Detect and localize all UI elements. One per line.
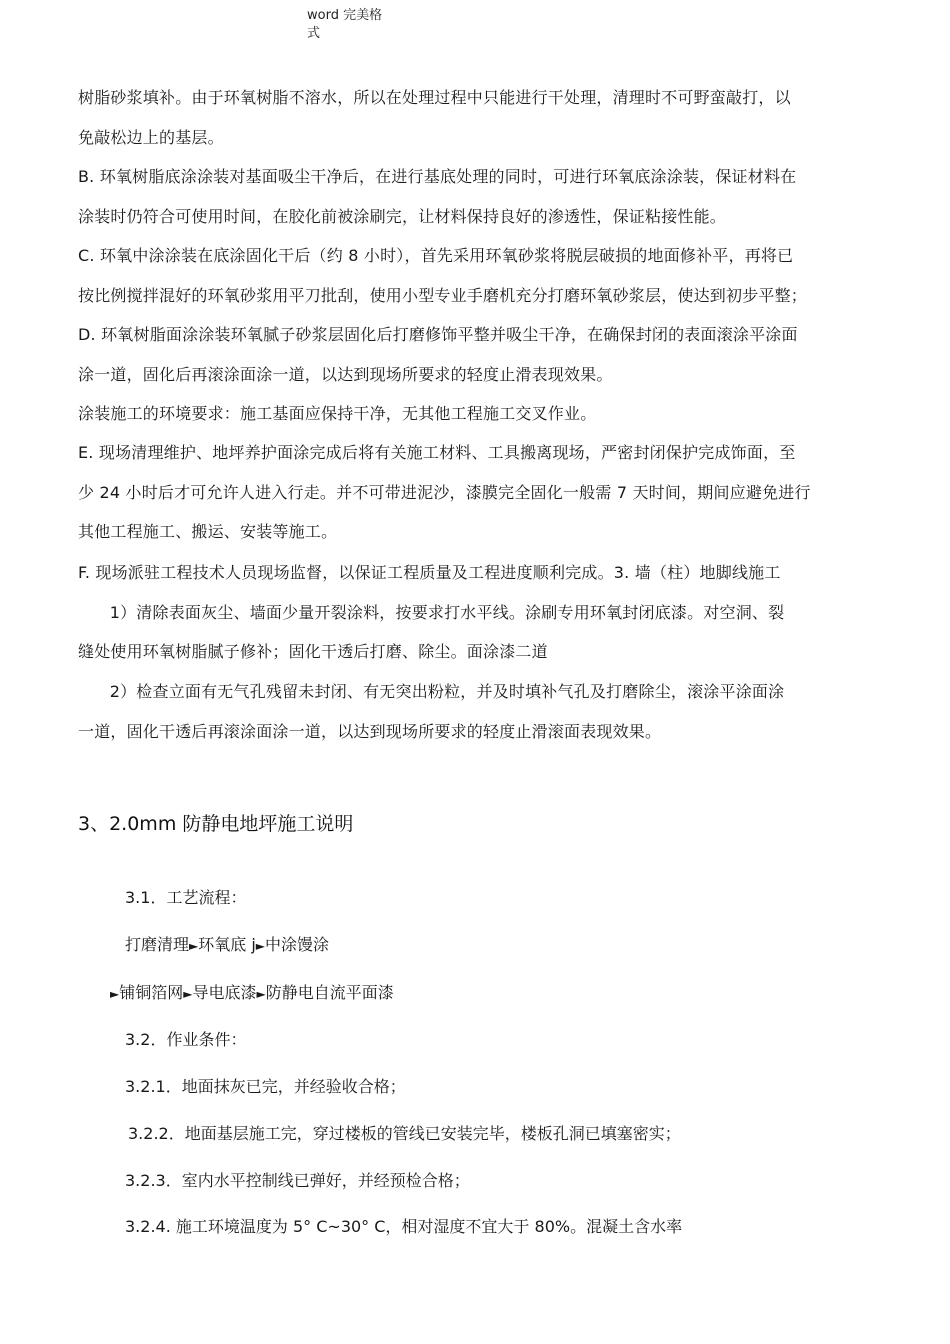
condition-item: 3.2.3．室内水平控制线已弹好，并经预检合格； (125, 1171, 470, 1190)
arrow-right-icon: ► (255, 939, 266, 953)
arrow-right-icon: ► (256, 987, 266, 1001)
flow-step: 打磨清理 (125, 935, 190, 954)
paragraph-f-supervision (78, 553, 890, 672)
text-line: 1）清除表面灰尘、墙面少量开裂涂料，按要求打水平线。涂刷专用环氧封闭底漆。对空洞、裂 (78, 602, 785, 622)
text-line: D. 环氧树脂面涂涂装环氧腻子砂浆层固化后打磨修饰平整并吸尘干净，在确保封闭的表面滚涂平涂面 (78, 325, 798, 344)
text-line: 少 24 小时后才可允许人进入行走。并不可带进泥沙，漆膜完全固化一般需 7 天时间，期间应避免进行 (78, 482, 811, 502)
condition-item: 3.2.2．地面基层施工完，穿过楼板的管线已安装完毕，楼板孔洞已填塞密实； (128, 1124, 681, 1143)
paragraph-d-topcoat (78, 315, 890, 394)
text-line: 按比例搅拌混好的环氧砂浆用平刀批刮，使用小型专业手磨机充分打磨环氧砂浆层，使达到初步平整； (78, 285, 808, 305)
paragraph-resin-mortar (78, 78, 890, 157)
flow-line-1 (125, 933, 329, 958)
conditions-title: 3.2．作业条件： (125, 1030, 247, 1049)
flow-step: 铺铜箔网 (119, 983, 184, 1002)
page-header (307, 7, 397, 43)
text-line: 涂一道，固化后再滚涂面涂一道，以达到现场所要求的轻度止滑表现效果。 (78, 364, 613, 384)
arrow-right-icon: ► (110, 987, 120, 1001)
text-line: E. 现场清理维护、地坪养护面涂完成后将有关施工材料、工具搬离现场，严密封闭保护完成饰面，至 (78, 443, 796, 462)
paragraph-b-primer (78, 157, 890, 236)
flow-step: 导电底漆 (192, 983, 257, 1002)
arrow-right-icon: ► (183, 987, 193, 1001)
section-heading: 3、2.0mm 防静电地坪施工说明 (78, 813, 354, 835)
header-line-1: word 完美格 (307, 8, 383, 23)
paragraph-e-maintenance (78, 433, 890, 552)
paragraph-c-midcoat (78, 236, 890, 315)
text-line: 涂装施工的环境要求：施工基面应保持干净，无其他工程施工交叉作业。 (78, 404, 597, 423)
text-line: 涂装时仍符合可使用时间，在胶化前被涂刷完，让材料保持良好的渗透性，保证粘接性能。 (78, 206, 727, 226)
flow-step: 防静电自流平面漆 (265, 983, 394, 1002)
flow-step: 环氧底 j (198, 935, 256, 954)
text-line: 2）检查立面有无气孔残留未封闭、有无突出粉粒，并及时填补气孔及打磨除尘，滚涂平涂面涂 (78, 682, 785, 701)
text-line: 一道，固化干透后再滚涂面涂一道，以达到现场所要求的轻度止滑滚面表现效果。 (78, 721, 662, 741)
header-line-2: 式 (307, 26, 321, 41)
text-line: 其他工程施工、搬运、安装等施工。 (78, 522, 338, 541)
paragraph-environment (78, 394, 890, 434)
text-line: B. 环氧树脂底涂涂装对基面吸尘干净后，在进行基底处理的同时，可进行环氧底涂涂装，保证材料在 (78, 167, 797, 186)
text-line: F. 现场派驻工程技术人员现场监督，以保证工程质量及工程进度顺利完成。3. 墙（柱）地脚线施工 (78, 563, 781, 582)
condition-item: 3.2.1．地面抹灰已完，并经验收合格； (125, 1077, 406, 1096)
text-line: C. 环氧中涂涂装在底涂固化干后（约 8 小时），首先采用环氧砂浆将脱层破损的地面修补平，再将已 (78, 246, 794, 265)
text-line: 树脂砂浆填补。由于环氧树脂不溶水，所以在处理过程中只能进行干处理，清理时不可野蛮敲打，以 (78, 88, 791, 107)
flow-line-2 (110, 981, 394, 1006)
process-title: 3.1．工艺流程： (125, 888, 247, 907)
text-line: 免敲松边上的基层。 (78, 127, 224, 147)
flow-step: 中涂馒涂 (265, 935, 330, 954)
arrow-right-icon: ► (189, 939, 199, 953)
condition-item: 3.2.4. 施工环境温度为 5° C~30° C，相对湿度不宜大于 80%。混凝土含水率 (125, 1217, 683, 1236)
paragraph-2-inspection (78, 672, 890, 751)
text-line: 缝处使用环氧树脂腻子修补；固化干透后打磨、除尘。面涂漆二道 (78, 642, 548, 661)
